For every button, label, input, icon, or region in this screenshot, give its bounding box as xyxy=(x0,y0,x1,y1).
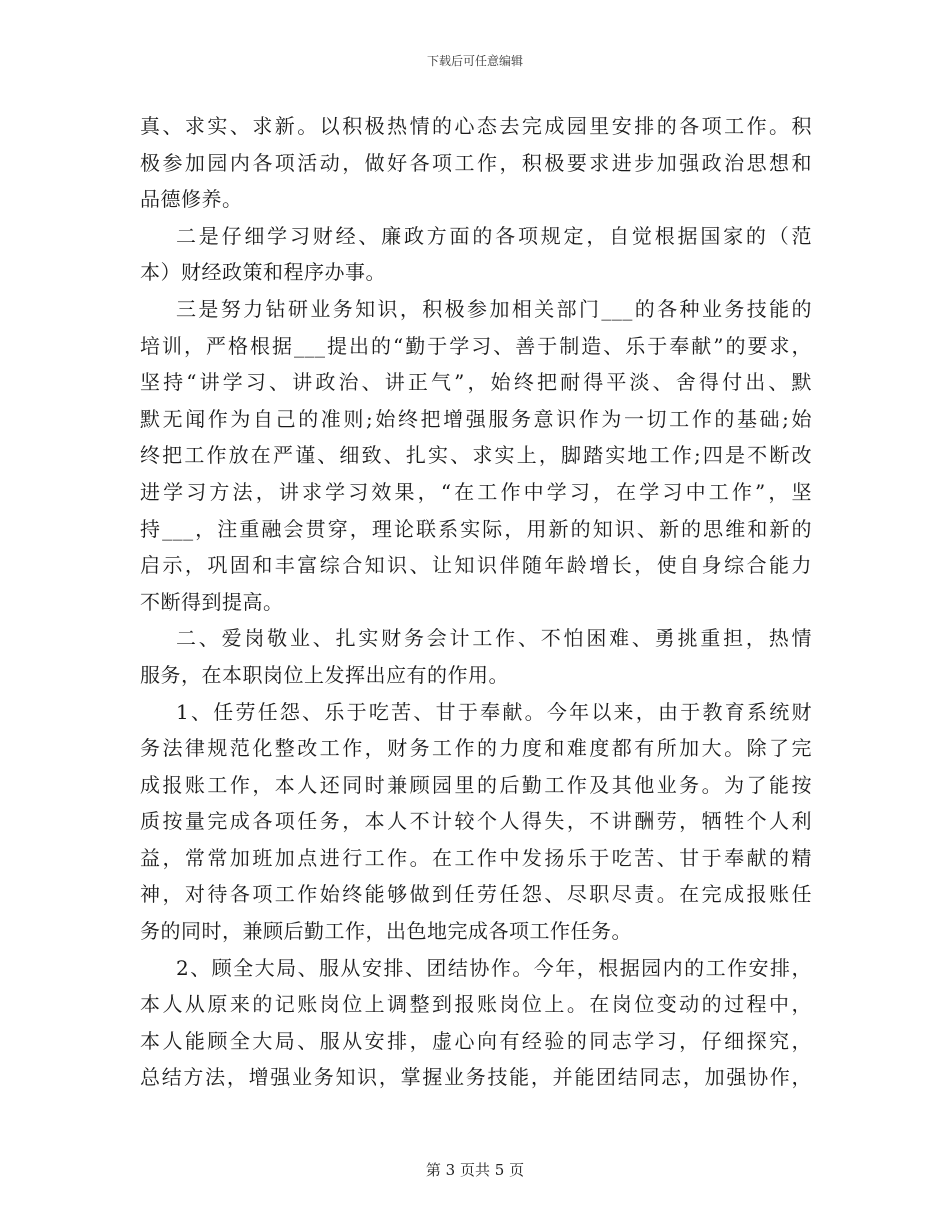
text-line: 益，常常加班加点进行工作。在工作中发扬乐于吃苦、甘于奉献的精 xyxy=(140,845,812,870)
text-line: 2、顾全大局、服从安排、团结协作。今年，根据园内的工作安排， xyxy=(176,955,812,980)
text-line: 本）财经政策和程序办事。 xyxy=(140,260,386,285)
text-line: 极参加园内各项活动，做好各项工作，积极要求进步加强政治思想和 xyxy=(140,150,812,175)
text-line: 质按量完成各项任务，本人不计较个人得失，不讲酬劳，牺牲个人利 xyxy=(140,809,812,834)
text-line: 本人能顾全大局、服从安排，虚心向有经验的同志学习，仔细探究， xyxy=(140,1028,812,1053)
text-line: 不断得到提高。 xyxy=(140,589,284,614)
text-line: 务的同时，兼顾后勤工作，出色地完成各项工作任务。 xyxy=(140,919,632,944)
text-line: 成报账工作，本人还同时兼顾园里的后勤工作及其他业务。为了能按 xyxy=(140,772,812,797)
text-line: 持___，注重融会贯穿，理论联系实际，用新的知识、新的思维和新的 xyxy=(140,516,812,541)
text-line: 神，对待各项工作始终能够做到任劳任怨、尽职尽责。在完成报账任 xyxy=(140,882,812,907)
text-line: 二、爱岗敬业、扎实财务会计工作、不怕困难、勇挑重担，热情 xyxy=(176,626,812,651)
text-line: 坚持“讲学习、讲政治、讲正气”，始终把耐得平淡、舍得付出、默 xyxy=(140,370,812,395)
text-line: 二是仔细学习财经、廉政方面的各项规定，自觉根据国家的（范 xyxy=(176,223,812,248)
text-line: 进学习方法，讲求学习效果，“在工作中学习，在学习中工作”，坚 xyxy=(140,479,812,504)
text-line: 务法律规范化整改工作，财务工作的力度和难度都有所加大。除了完 xyxy=(140,736,812,761)
page-number: 第 3 页共 5 页 xyxy=(425,1161,525,1179)
text-line: 服务，在本职岗位上发挥出应有的作用。 xyxy=(140,662,509,687)
text-line: 1、任劳任怨、乐于吃苦、甘于奉献。今年以来，由于教育系统财 xyxy=(176,699,812,724)
text-line: 总结方法，增强业务知识，掌握业务技能，并能团结同志，加强协作， xyxy=(140,1065,812,1090)
text-line: 品德修养。 xyxy=(140,187,243,212)
text-line: 启示，巩固和丰富综合知识、让知识伴随年龄增长，使自身综合能力 xyxy=(140,553,812,578)
text-line: 本人从原来的记账岗位上调整到报账岗位上。在岗位变动的过程中， xyxy=(140,992,812,1017)
text-line: 真、求实、求新。以积极热情的心态去完成园里安排的各项工作。积 xyxy=(140,114,812,138)
document-body xyxy=(140,108,812,1096)
text-line: 三是努力钻研业务知识，积极参加相关部门___的各种业务技能的 xyxy=(176,296,812,321)
text-line: 默无闻作为自己的准则;始终把增强服务意识作为一切工作的基础;始 xyxy=(140,406,812,431)
text-line: 培训，严格根据___提出的“勤于学习、善于制造、乐于奉献”的要求， xyxy=(140,333,812,358)
page-header: 下载后可任意编辑 xyxy=(426,54,523,68)
text-line: 终把工作放在严谨、细致、扎实、求实上，脚踏实地工作;四是不断改 xyxy=(140,443,812,468)
